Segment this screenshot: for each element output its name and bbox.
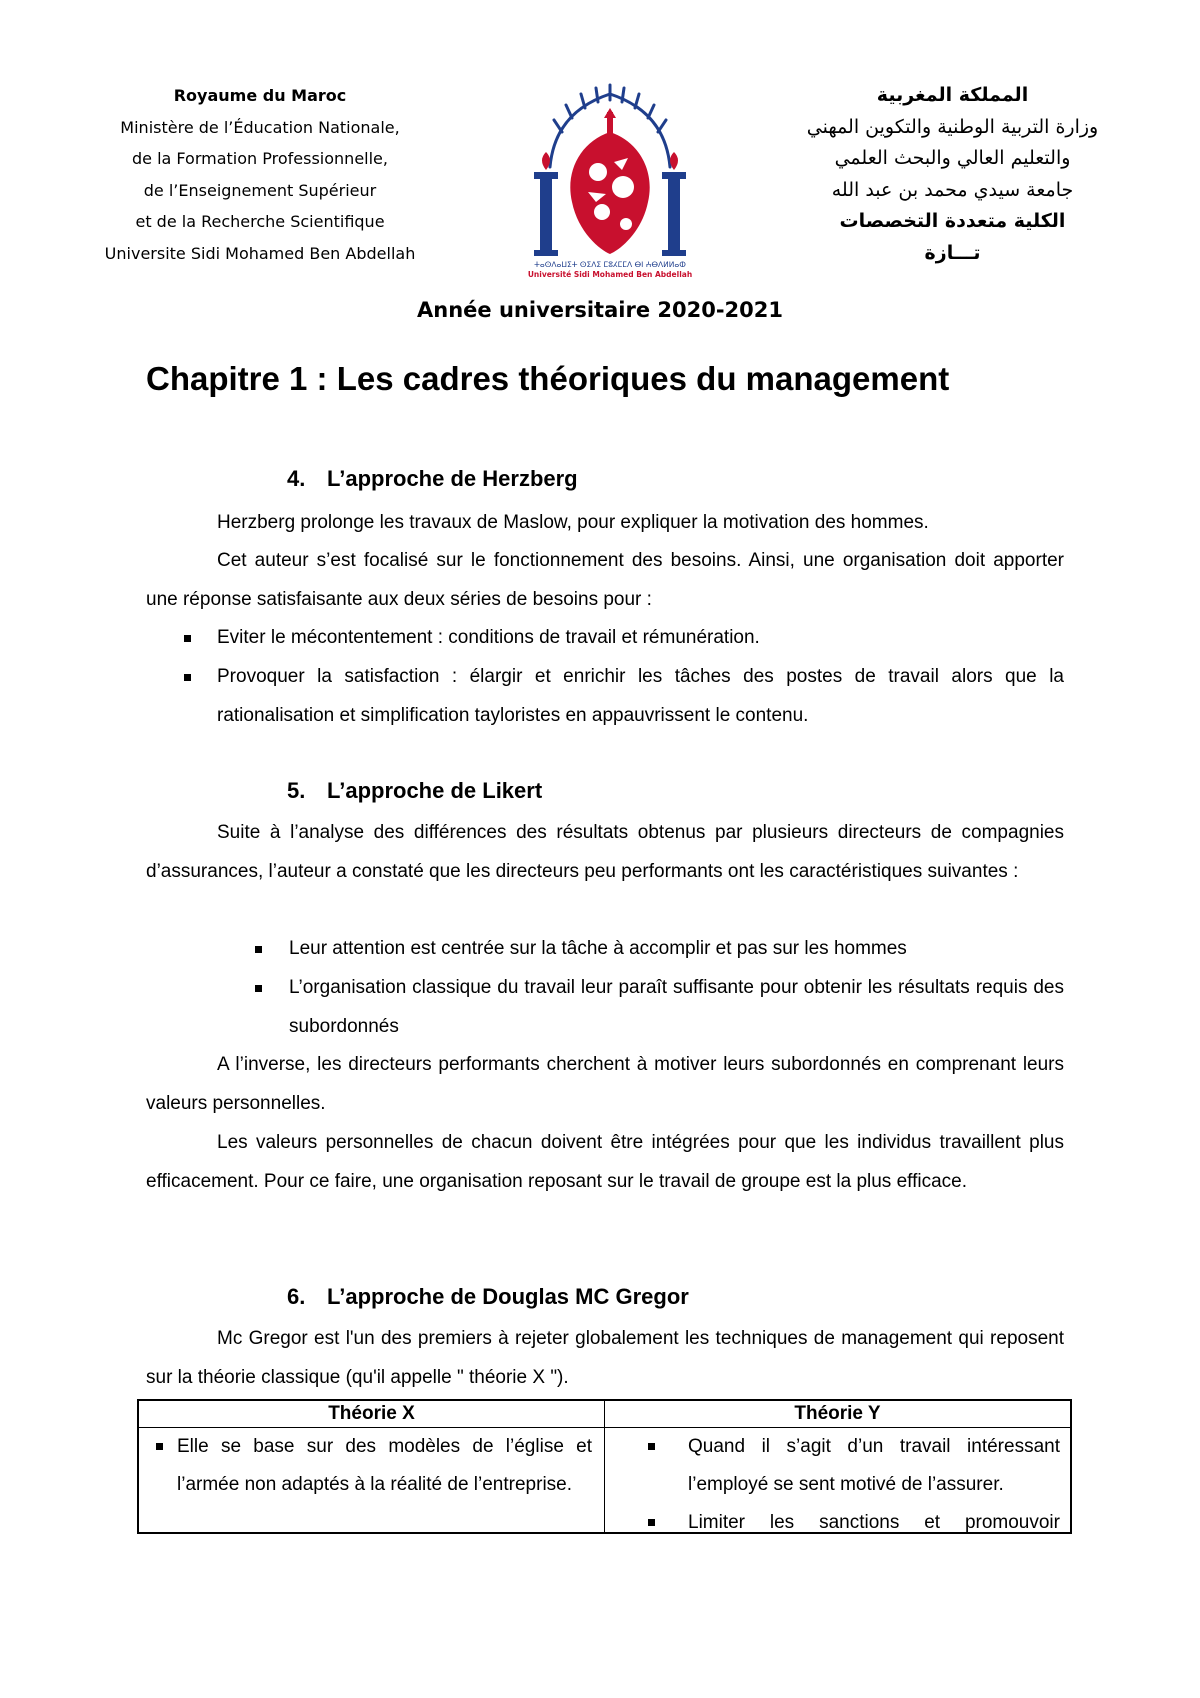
section-5-number: 5. — [287, 778, 306, 803]
section-4-bullet-1-text: Eviter le mécontentement : conditions de travail et rémunération. — [217, 627, 760, 648]
section-4-heading — [287, 466, 578, 492]
section-4-title: L’approche de Herzberg — [327, 466, 578, 491]
header-right-line-5: الكلية متعددة التخصصات — [839, 210, 1066, 232]
header-right-line-2: وزارة التربية الوطنية والتكوين المهني — [806, 115, 1099, 138]
header-left-line-5: et de la Recherche Scientifique — [135, 212, 385, 231]
section-5-bullet-2 — [289, 969, 1064, 1046]
bullet-square-icon — [648, 1443, 655, 1450]
header-right-line-1: المملكة المغربية — [876, 84, 1029, 106]
bullet-square-icon — [255, 946, 262, 953]
section-5-title: L’approche de Likert — [327, 778, 543, 803]
university-logo — [510, 72, 710, 282]
section-6-heading — [287, 1284, 689, 1310]
section-4-bullet-2 — [217, 658, 1064, 735]
bullet-square-icon — [184, 635, 191, 642]
section-6-paragraph-1: Mc Gregor est l'un des premiers à rejeter globalement les techniques de management qui reposent sur la théorie classique (qu'il appelle " théorie X "). — [146, 1328, 1064, 1388]
bullet-square-icon — [184, 674, 191, 681]
logo-caption-tifinagh: ⵜⴰⵙⴷⴰⵡⵉⵜ ⵙⵉⴷⵉ ⵎⵓⵃⵎⵎⴷ ⴱⵏ ⵄⴱⴷⵍⵍⴰⵀ — [534, 260, 686, 269]
bullet-square-icon — [255, 985, 262, 992]
section-5-paragraph-3: Les valeurs personnelles de chacun doivent être intégrées pour que les individus travaillent plus efficacement. Pour ce faire, une organisation reposant sur le travail de groupe est la plus efficace. — [146, 1132, 1064, 1192]
theory-x-bullet-1-text: Elle se base sur des modèles de l’église et l’armée non adaptés à la réalité de l’entreprise. — [177, 1436, 592, 1495]
logo-caption-latin: Université Sidi Mohamed Ben Abdellah — [527, 270, 693, 279]
section-4-paragraph-2: Cet auteur s’est focalisé sur le fonctionnement des besoins. Ainsi, une organisation doit apporter une réponse satisfaisante aux deux séries de besoins pour : — [146, 550, 1064, 610]
section-4-bullet-2-text: Provoquer la satisfaction : élargir et enrichir les tâches des postes de travail alors que la rationalisation et simplification tayloristes en appauvrissent le contenu. — [217, 666, 1064, 726]
header-right-line-4: جامعة سيدي محمد بن عبد الله — [831, 178, 1074, 201]
header-right-line-3: والتعليم العالي والبحث العلمي — [834, 147, 1071, 169]
bullet-square-icon — [648, 1519, 655, 1526]
bullet-square-icon — [156, 1443, 163, 1450]
header-left-line-1: Royaume du Maroc — [173, 86, 347, 105]
chapter-title: Chapitre 1 : Les cadres théoriques du management — [146, 360, 950, 397]
theory-x-bullet-1 — [177, 1428, 592, 1504]
header-left-line-6: Universite Sidi Mohamed Ben Abdellah — [104, 243, 416, 263]
section-4-paragraph-1: Herzberg prolonge les travaux de Maslow, pour expliquer la motivation des hommes. — [217, 512, 929, 533]
section-6-number: 6. — [287, 1284, 306, 1309]
section-5-paragraph-1: Suite à l’analyse des différences des résultats obtenus par plusieurs directeurs de compagnies d’assurances, l’auteur a constaté que les directeurs peu performants ont les caractéristiques suivantes : — [146, 822, 1064, 882]
academic-year: Année universitaire 2020-2021 — [417, 298, 783, 322]
section-6-title: L’approche de Douglas MC Gregor — [327, 1284, 689, 1309]
section-4-number: 4. — [287, 466, 306, 491]
theory-y-bullet-2 — [688, 1504, 1060, 1542]
section-5-bullet-2-text: L’organisation classique du travail leur paraît suffisante pour obtenir les résultats requis des subordonnés — [289, 977, 1064, 1037]
theory-y-bullet-1 — [688, 1428, 1060, 1504]
section-5-heading — [287, 778, 542, 804]
header-right — [735, 80, 1170, 269]
header-left-line-4: de l’Enseignement Supérieur — [143, 180, 377, 200]
section-5-paragraph-2: A l’inverse, les directeurs performants cherchent à motiver leurs subordonnés en comprenant leurs valeurs personnelles. — [146, 1054, 1064, 1114]
table-header-theory-y: Théorie Y — [794, 1403, 881, 1424]
section-4-bullet-1 — [217, 619, 1064, 658]
header-left-line-2: Ministère de l’Éducation Nationale, — [120, 117, 400, 137]
header-left — [60, 80, 460, 269]
theory-y-bullet-2-text: Limiter les sanctions et promouvoir — [688, 1512, 1060, 1533]
section-5-bullet-1 — [289, 930, 1064, 969]
theory-y-bullet-1-text: Quand il s’agit d’un travail intéressant l’employé se sent motivé de l’assurer. — [688, 1436, 1060, 1495]
header-left-line-3: de la Formation Professionnelle, — [132, 149, 388, 168]
theory-table — [137, 1399, 1072, 1534]
table-header-theory-x: Théorie X — [328, 1403, 415, 1424]
section-5-bullet-1-text: Leur attention est centrée sur la tâche à accomplir et pas sur les hommes — [289, 938, 907, 959]
header-right-line-6: تـــازة — [924, 241, 981, 264]
